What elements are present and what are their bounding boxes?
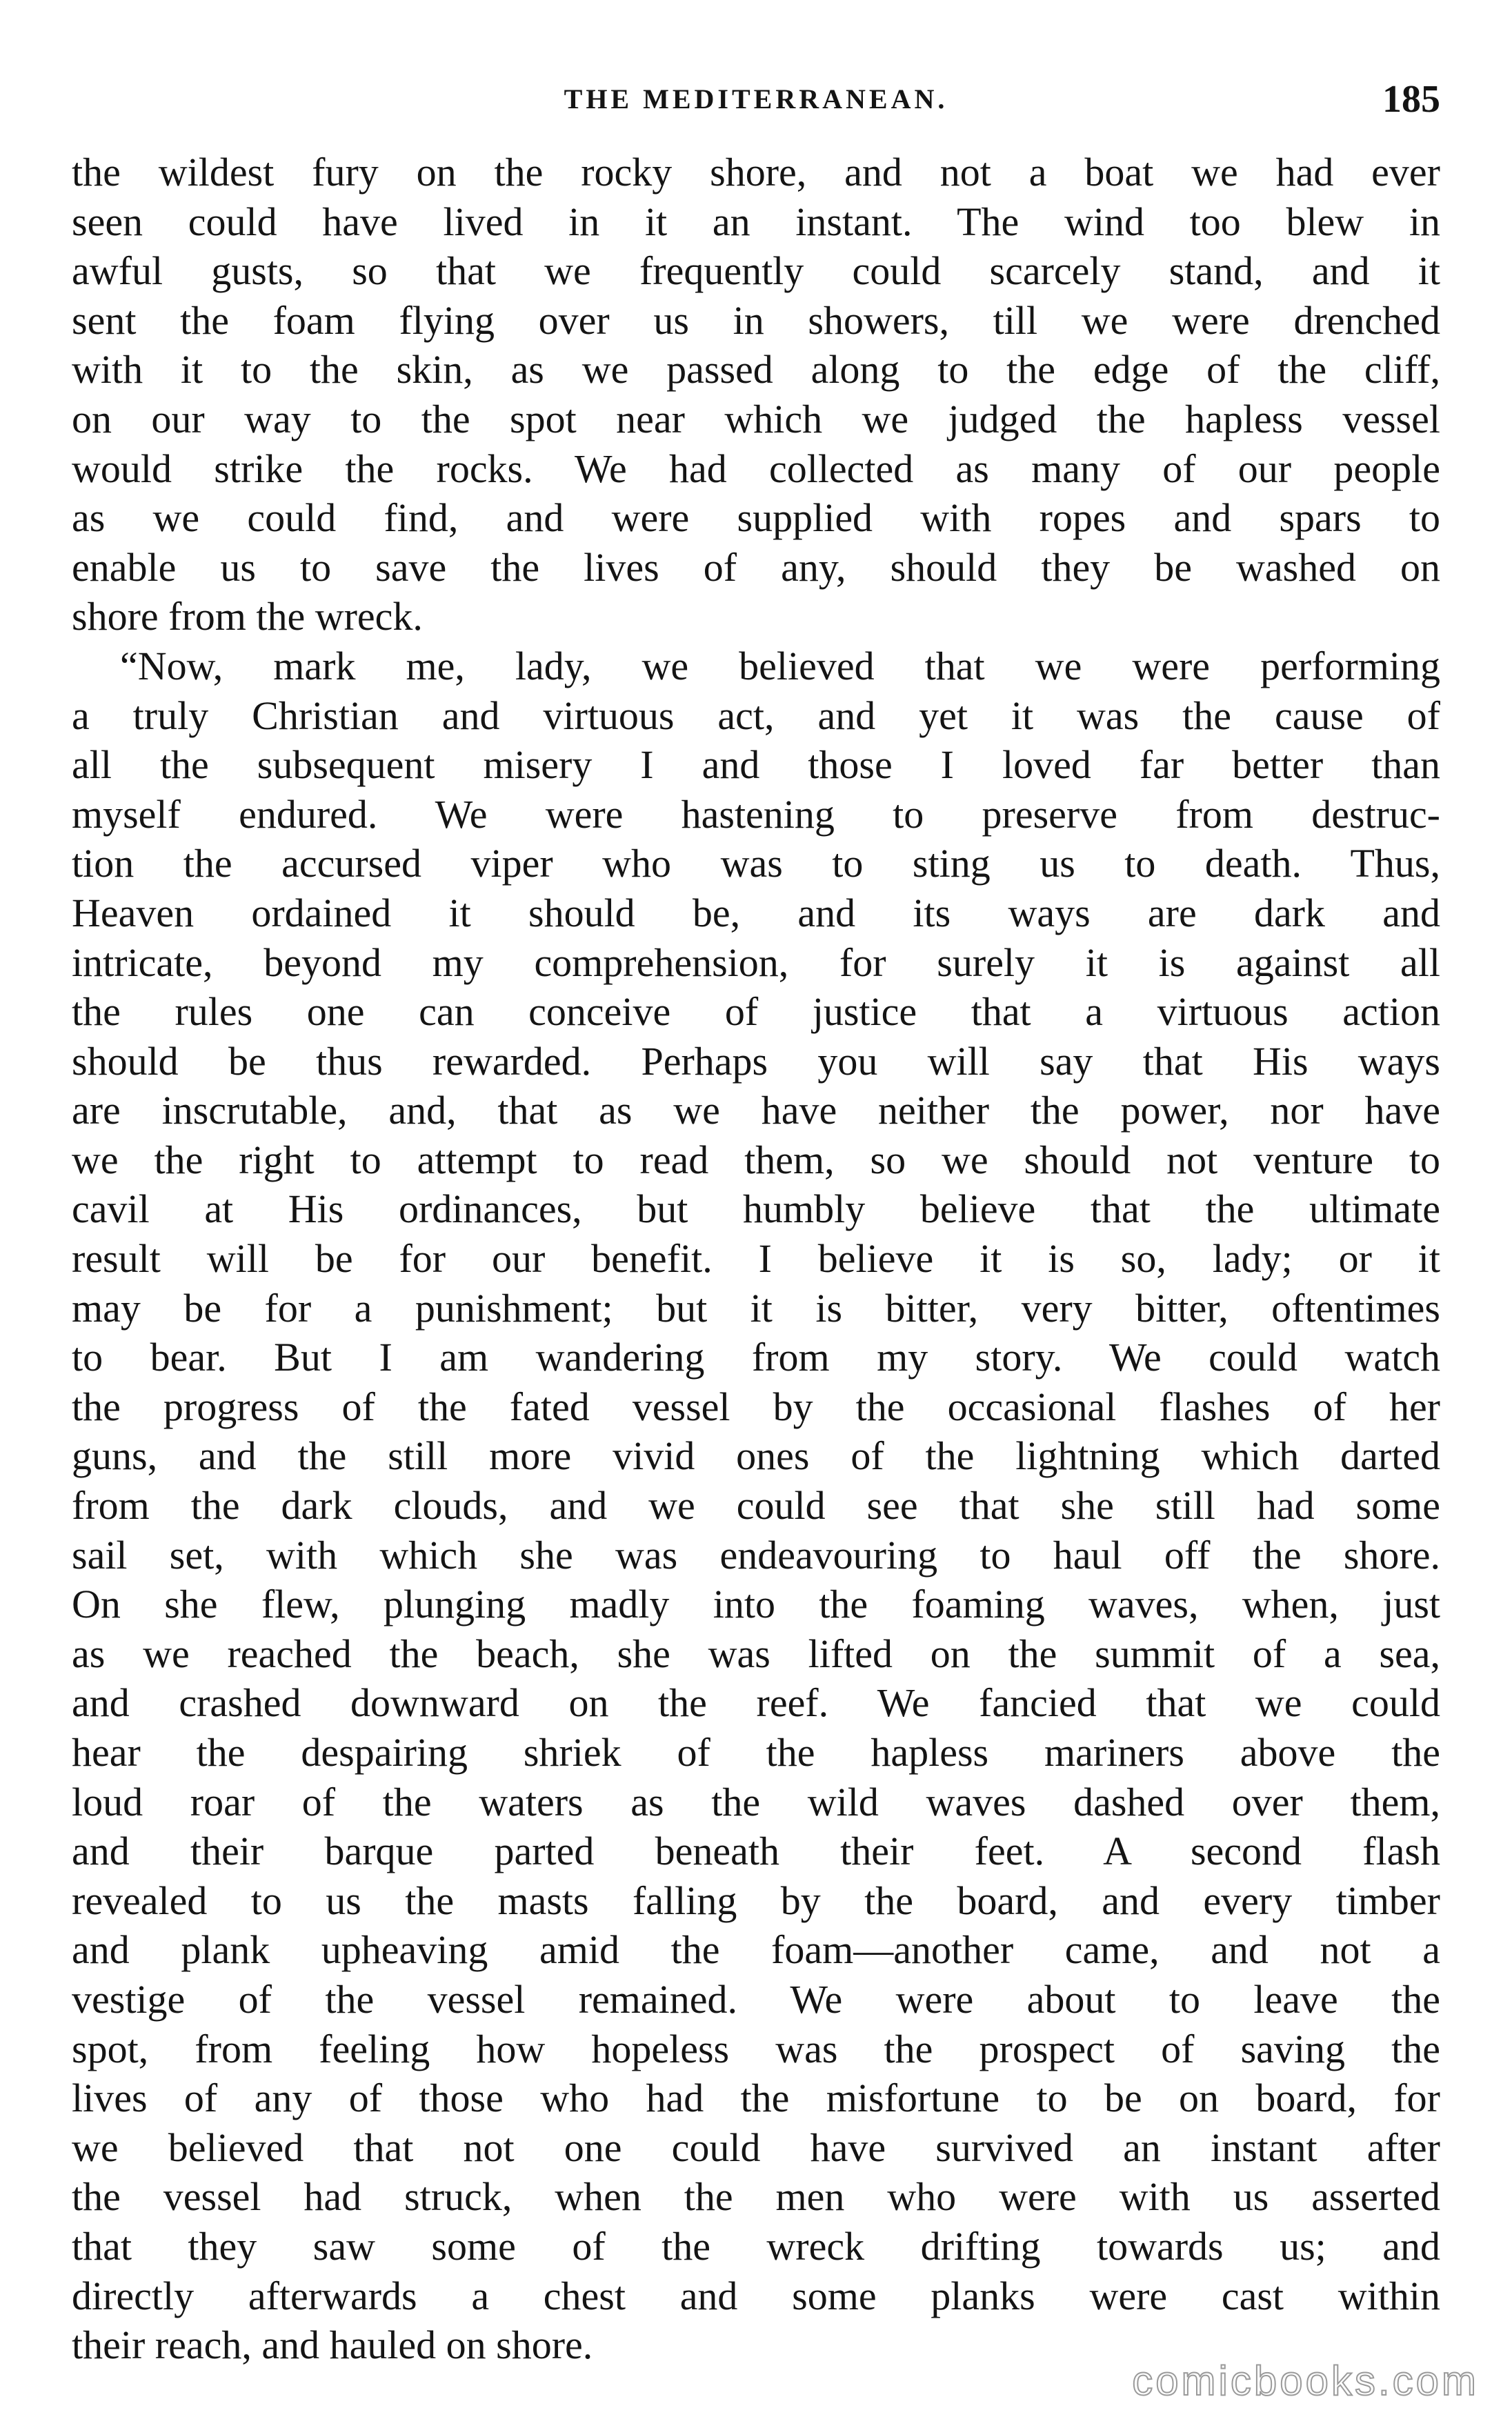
- text-line: guns, and the still more vivid ones of the lightning which darted: [72, 1433, 1440, 1479]
- paragraph-end-line: shore from the wreck.: [72, 594, 423, 639]
- text-line: should be thus rewarded. Perhaps you will say that His ways: [72, 1038, 1440, 1084]
- paragraph-start-line: “Now, mark me, lady, we believed that we were performing: [120, 643, 1440, 688]
- text-line: a truly Christian and virtuous act, and yet it was the cause of: [72, 693, 1440, 738]
- text-line: lives of any of those who had the misfortune to be on board, for: [72, 2076, 1440, 2121]
- text-line: awful gusts, so that we frequently could scarcely stand, and it: [72, 248, 1440, 294]
- text-line: spot, from feeling how hopeless was the prospect of saving the: [72, 2026, 1440, 2071]
- text-line: the progress of the fated vessel by the occasional flashes of her: [72, 1384, 1440, 1429]
- text-line: loud roar of the waters as the wild waves dashed over them,: [72, 1779, 1440, 1824]
- text-line: and crashed downward on the reef. We fancied that we could: [72, 1680, 1440, 1726]
- text-line: as we reached the beach, she was lifted on the summit of a sea,: [72, 1631, 1440, 1676]
- text-line: On she flew, plunging madly into the foaming waves, when, just: [72, 1582, 1440, 1627]
- text-line: may be for a punishment; but it is bitter, very bitter, oftentimes: [72, 1285, 1440, 1331]
- text-line: and plank upheaving amid the foam—another came, and not a: [72, 1927, 1440, 1973]
- text-line: to bear. But I am wandering from my story. We could watch: [72, 1335, 1440, 1380]
- text-line: we believed that not one could have survived an instant after: [72, 2124, 1440, 2170]
- text-line: with it to the skin, as we passed along to the edge of the cliff,: [72, 347, 1440, 392]
- text-line: Heaven ordained it should be, and its ways are dark and: [72, 890, 1440, 935]
- text-line: revealed to us the masts falling by the board, and every timber: [72, 1878, 1440, 1923]
- text-line: that they saw some of the wreck drifting towards us; and: [72, 2223, 1440, 2269]
- text-line: all the subsequent misery I and those I loved far better than: [72, 742, 1440, 788]
- text-line: seen could have lived in it an instant. The wind too blew in: [72, 199, 1440, 244]
- text-line: tion the accursed viper who was to sting us to death. Thus,: [72, 841, 1440, 886]
- watermark: comicbooks.com: [1132, 2358, 1479, 2404]
- text-line: we the right to attempt to read them, so we should not venture to: [72, 1137, 1440, 1182]
- text-line: myself endured. We were hastening to preserve from destruc-: [72, 791, 1440, 837]
- text-line: and their barque parted beneath their feet. A second flash: [72, 1829, 1440, 1874]
- text-line: as we could find, and were supplied with ropes and spars to: [72, 495, 1440, 541]
- text-line: hear the despairing shriek of the hapless mariners above the: [72, 1730, 1440, 1775]
- running-head: [72, 77, 1440, 121]
- text-line: enable us to save the lives of any, should they be washed on: [72, 544, 1440, 590]
- text-line: directly afterwards a chest and some planks were cast within: [72, 2273, 1440, 2318]
- text-line: vestige of the vessel remained. We were about to leave the: [72, 1976, 1440, 2022]
- text-line: would strike the rocks. We had collected as many of our people: [72, 446, 1440, 491]
- page-number: 185: [1382, 78, 1440, 121]
- paragraph-end-line: their reach, and hauled on shore.: [72, 2322, 593, 2368]
- text-line: on our way to the spot near which we judged the hapless vessel: [72, 396, 1440, 441]
- text-line: the vessel had struck, when the men who were with us asserted: [72, 2174, 1440, 2220]
- text-line: the wildest fury on the rocky shore, and not a boat we had ever: [72, 150, 1440, 195]
- text-line: are inscrutable, and, that as we have neither the power, nor have: [72, 1088, 1440, 1133]
- text-line: sent the foam flying over us in showers, till we were drenched: [72, 297, 1440, 343]
- body-text: [72, 148, 1440, 2370]
- running-title: THE MEDITERRANEAN.: [564, 83, 948, 115]
- text-line: result will be for our benefit. I believe it is so, lady; or it: [72, 1236, 1440, 1282]
- text-line: sail set, with which she was endeavouring to haul off the shore.: [72, 1532, 1440, 1578]
- text-line: intricate, beyond my comprehension, for surely it is against all: [72, 939, 1440, 985]
- text-line: cavil at His ordinances, but humbly believe that the ultimate: [72, 1186, 1440, 1232]
- text-line: from the dark clouds, and we could see that she still had some: [72, 1483, 1440, 1529]
- text-line: the rules one can conceive of justice that a virtuous action: [72, 989, 1440, 1035]
